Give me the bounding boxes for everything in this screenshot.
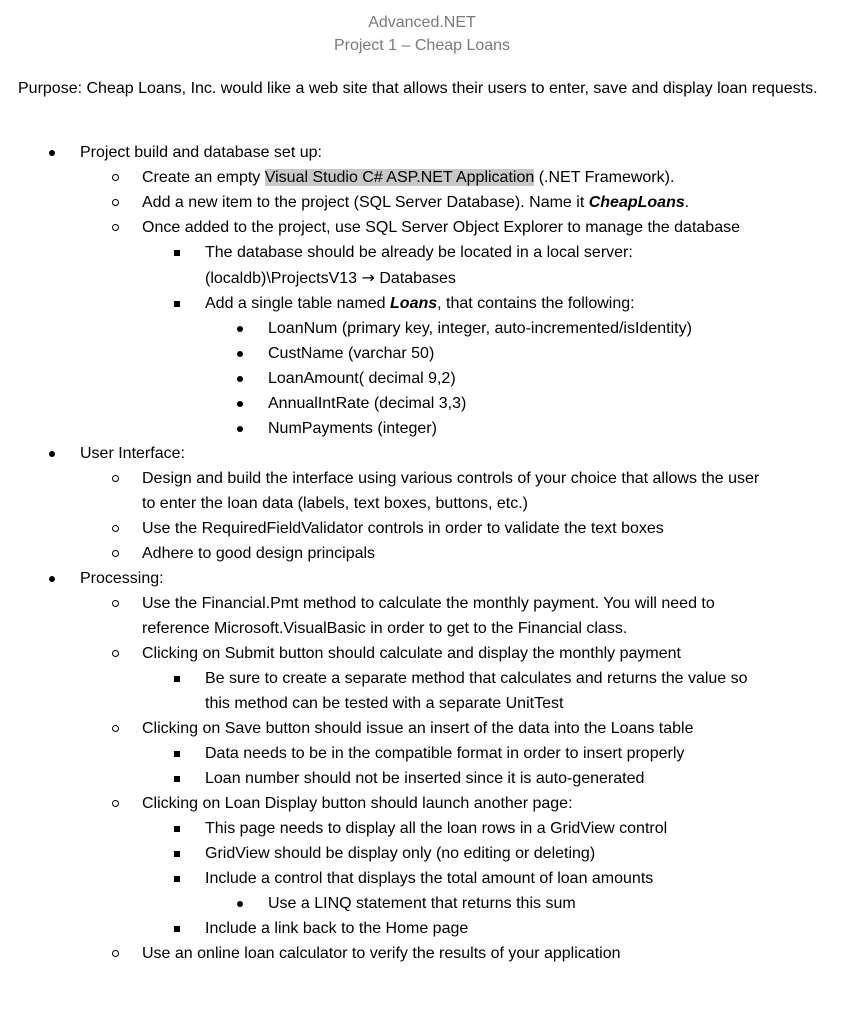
bullet-icon [112, 550, 119, 557]
bullet-icon [174, 751, 180, 757]
table-name: Loans [390, 295, 438, 312]
bullet-icon [112, 224, 119, 231]
list-item: Adhere to good design principals [0, 541, 844, 566]
bullet-icon [174, 826, 180, 832]
bullet-icon [112, 800, 119, 807]
highlighted-text: Visual Studio C# ASP.NET Application [264, 169, 535, 186]
bullet-icon [112, 650, 119, 657]
column-def: CustName (varchar 50) [268, 345, 435, 362]
bullet-icon [237, 426, 243, 432]
bullet-icon [112, 525, 119, 532]
list-item: Include a link back to the Home page [0, 916, 844, 941]
bullet-icon [112, 725, 119, 732]
list-item [0, 366, 844, 391]
list-item: Add a new item to the project (SQL Server Database). Name it CheapLoans. [0, 190, 844, 215]
bullet-icon [174, 301, 180, 307]
bullet-icon [174, 250, 180, 256]
bullet-icon [49, 150, 55, 156]
purpose-paragraph: Purpose: Cheap Loans, Inc. would like a web site that allows their users to enter, save and display loan requests. [18, 80, 818, 97]
bullet-icon [237, 351, 243, 357]
list-item: Data needs to be in the compatible format in order to insert properly [0, 741, 844, 766]
list-item: This page needs to display all the loan rows in a GridView control [0, 816, 844, 841]
section-heading-ui: User Interface: [80, 445, 185, 462]
document-title: Advanced.NET [368, 14, 476, 31]
list-item: Clicking on Save button should issue an insert of the data into the Loans table [0, 716, 844, 741]
list-item: Loan number should not be inserted since it is auto-generated [0, 766, 844, 791]
bullet-icon [174, 776, 180, 782]
list-item: Use a LINQ statement that returns this sum [0, 891, 844, 916]
column-def: LoanAmount( decimal 9,2) [268, 370, 456, 387]
bullet-icon [112, 600, 119, 607]
list-item: Clicking on Submit button should calculate and display the monthly payment [0, 641, 844, 666]
bullet-icon [237, 326, 243, 332]
bullet-icon [49, 451, 55, 457]
bullet-icon [49, 576, 55, 582]
column-def: AnnualIntRate (decimal 3,3) [268, 395, 467, 412]
section-heading-setup: Project build and database set up: [80, 144, 322, 161]
arrow-right-icon: → [361, 268, 375, 287]
bullet-icon [112, 174, 119, 181]
bullet-icon [237, 401, 243, 407]
list-item: GridView should be display only (no editing or deleting) [0, 841, 844, 866]
list-item: Include a control that displays the total amount of loan amounts [0, 866, 844, 891]
bullet-icon [174, 851, 180, 857]
section-heading-processing: Processing: [80, 570, 164, 587]
list-item [0, 416, 844, 441]
list-item: Use the RequiredFieldValidator controls in order to validate the text boxes [0, 516, 844, 541]
column-def: LoanNum (primary key, integer, auto-incremented/isIdentity) [268, 320, 692, 337]
list-item: Clicking on Loan Display button should launch another page: [0, 791, 844, 816]
requirements-list [0, 140, 844, 966]
list-item [0, 341, 844, 366]
list-item [0, 316, 844, 341]
bullet-icon [174, 676, 180, 682]
bullet-icon [174, 876, 180, 882]
list-item [0, 566, 844, 591]
bullet-icon [112, 950, 119, 957]
column-def: NumPayments (integer) [268, 420, 437, 437]
bullet-icon [112, 199, 119, 206]
list-item: Add a single table named Loans, that contains the following: [0, 291, 844, 316]
bullet-icon [112, 475, 119, 482]
bullet-icon [237, 376, 243, 382]
list-item: Create an empty Visual Studio C# ASP.NET Application (.NET Framework). [0, 165, 844, 190]
list-item [0, 140, 844, 165]
database-name: CheapLoans [588, 194, 685, 211]
list-item: Use the Financial.Pmt method to calculate the monthly payment. You will need to reference Microsoft.VisualBasic in order to get to the Financial class. [0, 591, 844, 641]
list-item [0, 441, 844, 466]
document-subtitle: Project 1 – Cheap Loans [333, 37, 511, 54]
list-item: Design and build the interface using various controls of your choice that allows the user to enter the loan data (labels, text boxes, buttons, etc.) [0, 466, 844, 516]
bullet-icon [237, 901, 243, 907]
list-item [0, 391, 844, 416]
bullet-icon [174, 926, 180, 932]
list-item: Use an online loan calculator to verify the results of your application [0, 941, 844, 966]
list-item: The database should be already be located in a local server: (localdb)\ProjectsV13 → Databases [0, 240, 844, 291]
list-item: Be sure to create a separate method that calculates and returns the value so this method can be tested with a separate UnitTest [0, 666, 844, 716]
list-item: Once added to the project, use SQL Server Object Explorer to manage the database [0, 215, 844, 240]
